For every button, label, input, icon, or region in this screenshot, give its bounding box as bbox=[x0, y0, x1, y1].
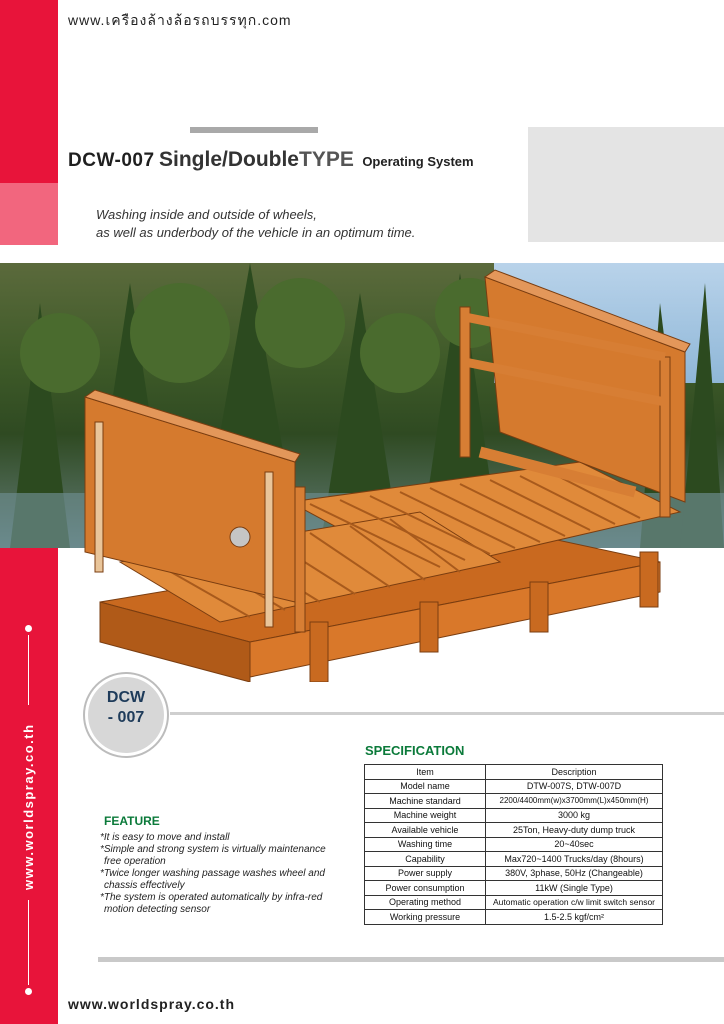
description bbox=[96, 206, 415, 242]
item-cell: Washing time bbox=[365, 837, 486, 852]
item-cell: Model name bbox=[365, 779, 486, 794]
vertical-rule bbox=[28, 900, 29, 985]
side-url-container bbox=[18, 680, 38, 910]
grey-panel bbox=[528, 127, 724, 242]
feature-item: motion detecting sensor bbox=[104, 904, 211, 915]
table-row bbox=[365, 881, 663, 896]
feature-item: chassis effectively bbox=[104, 880, 185, 891]
description-cell: 380V, 3phase, 50Hz (Changeable) bbox=[486, 866, 663, 881]
item-cell: Machine weight bbox=[365, 808, 486, 823]
badge-line-2: - 007 bbox=[107, 709, 145, 726]
feature-item: *It is easy to move and install bbox=[100, 832, 230, 843]
footer-divider bbox=[98, 957, 724, 962]
header-url[interactable]: www.เครืองล้างล้อรถบรรทุก.com bbox=[68, 12, 292, 28]
car-wash-machine-illustration bbox=[60, 262, 724, 682]
red-band-top bbox=[0, 0, 58, 183]
page-title bbox=[68, 148, 474, 172]
section-divider bbox=[170, 712, 724, 715]
description-cell: Max720~1400 Trucks/day (8hours) bbox=[486, 852, 663, 867]
bullet-dot bbox=[25, 625, 32, 632]
divider-bar bbox=[190, 127, 318, 133]
item-cell: Power supply bbox=[365, 866, 486, 881]
specification-table bbox=[364, 764, 663, 925]
table-row bbox=[365, 823, 663, 838]
description-line: as well as underbody of the vehicle in an optimum time. bbox=[96, 225, 416, 240]
item-cell: Power consumption bbox=[365, 881, 486, 896]
description-cell: 11kW (Single Type) bbox=[486, 881, 663, 896]
model-badge-text bbox=[88, 688, 164, 728]
feature-item: *The system is operated automatically by infra-red bbox=[100, 892, 323, 903]
type-word: Single/Double bbox=[158, 148, 299, 171]
bullet-dot bbox=[25, 988, 32, 995]
description-cell: 1.5-2.5 kgf/cm² bbox=[486, 910, 663, 925]
system-label: Operating System bbox=[362, 154, 474, 169]
table-row bbox=[365, 794, 663, 809]
item-cell: Working pressure bbox=[365, 910, 486, 925]
description-cell: Automatic operation c/w limit switch sensor bbox=[486, 895, 663, 910]
description-line: Washing inside and outside of wheels, bbox=[96, 207, 317, 222]
description-cell: 3000 kg bbox=[486, 808, 663, 823]
column-header: Description bbox=[486, 765, 663, 780]
table-row bbox=[365, 895, 663, 910]
table-row bbox=[365, 866, 663, 881]
feature-item: *Twice longer washing passage washes wheel and bbox=[100, 868, 325, 879]
footer-url[interactable]: www.worldspray.co.th bbox=[68, 996, 236, 1012]
table-row bbox=[365, 910, 663, 925]
description-cell: 20~40sec bbox=[486, 837, 663, 852]
feature-list bbox=[100, 832, 326, 916]
table-row bbox=[365, 852, 663, 867]
table-row bbox=[365, 837, 663, 852]
badge-line-1: DCW bbox=[106, 689, 146, 706]
description-cell: 2200/4400mm(w)x3700mm(L)x450mm(H) bbox=[486, 794, 663, 809]
pink-band bbox=[0, 183, 58, 245]
column-header: Item bbox=[365, 765, 486, 780]
description-cell: DTW-007S, DTW-007D bbox=[486, 779, 663, 794]
side-url[interactable]: www.worldspray.co.th bbox=[21, 723, 36, 890]
feature-item: *Simple and strong system is virtually maintenance bbox=[100, 844, 326, 855]
description-cell: 25Ton, Heavy-duty dump truck bbox=[486, 823, 663, 838]
item-cell: Capability bbox=[365, 852, 486, 867]
table-row bbox=[365, 808, 663, 823]
feature-item: free operation bbox=[104, 856, 166, 867]
feature-title: FEATURE bbox=[104, 814, 160, 828]
type-label: TYPE bbox=[299, 148, 354, 171]
item-cell: Operating method bbox=[365, 895, 486, 910]
item-cell: Available vehicle bbox=[365, 823, 486, 838]
model-code: DCW-007 bbox=[68, 150, 155, 171]
specification-title: SPECIFICATION bbox=[365, 743, 465, 758]
table-row bbox=[365, 779, 663, 794]
table-header-row bbox=[365, 765, 663, 780]
item-cell: Machine standard bbox=[365, 794, 486, 809]
